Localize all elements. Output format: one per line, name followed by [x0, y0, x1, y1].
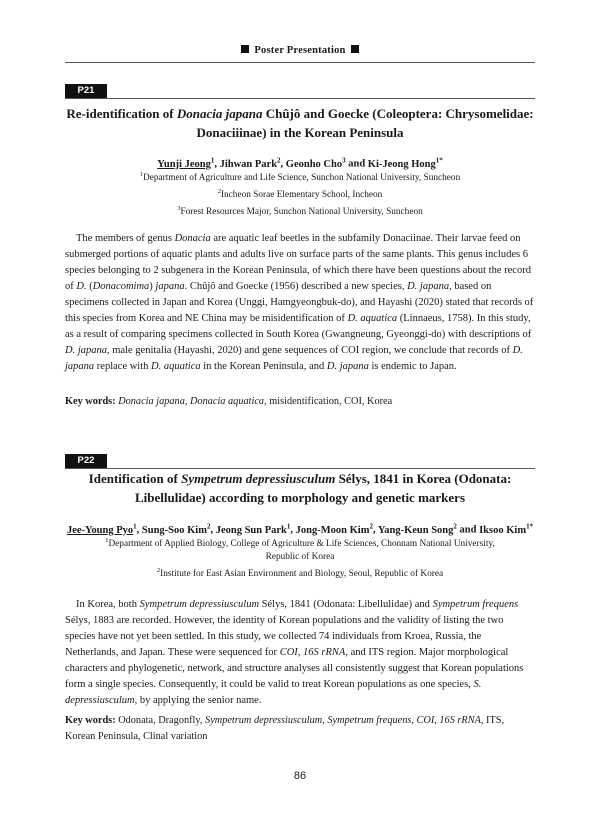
- abstract-text: Sélys, 1883 are recorded. However, the identity of Korean populations and the validity of listing the two species have not yet been settled. In this study, we collected 74 individuals from Kroea, Russia, the Netherlands, and Japan. These were sequenced for: [65, 615, 504, 658]
- abstract-text: Donacia: [174, 233, 211, 244]
- author-separator: ,: [372, 524, 378, 536]
- abstract-text: D. aquatica: [151, 361, 201, 372]
- author-separator: ,: [136, 524, 142, 536]
- abstract-text: , male genitalia (Hayashi, 2020) and gene sequences of COI region, we conclude that records of: [107, 345, 513, 356]
- title-text: Libellulidae) according to morphology and genetic markers: [134, 490, 466, 505]
- author-name: Geonho Cho$^3$: [285, 156, 346, 170]
- author-separator: ,: [210, 524, 216, 536]
- poster-title: [65, 104, 535, 142]
- author-name: Yang-Keun Song$^2$: [377, 522, 457, 536]
- poster-id-badge: P22: [65, 454, 107, 468]
- keyword-text: Odonata, Dragonfly,: [118, 715, 206, 726]
- author-separator: ,: [280, 158, 286, 170]
- title-text: Sélys, 1841 in Korea (Odonata:: [335, 471, 512, 486]
- author-name: Jong-Moon Kim$^2$: [295, 522, 373, 536]
- abstract-text: D. aquatica: [347, 313, 398, 324]
- author-name: Sung-Soo Kim$^2$: [141, 522, 211, 536]
- abstract: [65, 231, 535, 375]
- poster-id-badge: P21: [65, 84, 107, 98]
- abstract-text: D. japana: [65, 345, 523, 372]
- keyword-text: Sympetrum depressiusculum: [205, 715, 323, 726]
- square-bullet-icon: [351, 45, 359, 53]
- abstract-text: are aquatic leaf beetles in the subfamily Donaciinae. Their larvae feed on submerged portions of aquatic plants and adults live on surface parts of the same plants. This genus includes 6 species belonging to 2 subgenera in the Korean Peninsula, of which there have been questions about the record of: [65, 233, 531, 292]
- abstract-text: , by applying the senior name.: [134, 695, 262, 706]
- abstract-text: D. japana: [65, 345, 107, 356]
- abstract-text: , and ITS region. Major morphological characters and phylogenetic, network, and structure analyses all consistently suggest that Korean populations form a single species. Consequently, it could be valid to treat Korean populations as one species,: [65, 647, 524, 690]
- affiliation: $^1$Department of Applied Biology, College of Agriculture & Life Sciences, Chonnam National University,: [105, 537, 495, 550]
- keyword-text: , ITS, Korean Peninsula, Clinal variation: [65, 715, 505, 742]
- title-text: Identification of: [88, 471, 182, 486]
- keywords-label: Key words:: [65, 396, 119, 407]
- author-name: Iksoo Kim$^{1*}$: [479, 522, 534, 536]
- title-text: Donaciiinae) in the Korean Peninsula: [196, 125, 404, 140]
- affiliation-list: [65, 168, 535, 219]
- poster-divider: [65, 98, 535, 99]
- keyword-text: 16S rRNA: [439, 715, 481, 726]
- author-separator: and: [456, 524, 480, 536]
- abstract-text: 16S rRNA: [303, 647, 346, 658]
- abstract-text: ,: [297, 647, 304, 658]
- keywords: [65, 713, 535, 745]
- author-name: Ki-Jeong Hong$^{1*}$: [367, 156, 443, 170]
- abstract-text: Sympetrum frequens: [432, 599, 519, 610]
- title-text: Donacia japana: [176, 106, 263, 121]
- page-number: 86: [293, 770, 307, 782]
- abstract-text: D. japana: [407, 281, 450, 292]
- abstract-text: Sympetrum depressiusculum: [139, 599, 260, 610]
- abstract-text: ): [149, 281, 156, 292]
- author-name: Jihwan Park$^2$: [219, 156, 281, 170]
- abstract-text: S. depressiusculum: [65, 679, 482, 706]
- square-bullet-icon: [241, 45, 249, 53]
- abstract-text: D.: [76, 281, 87, 292]
- abstract-text: (: [86, 281, 93, 292]
- abstract-text: Donacomima: [92, 281, 150, 292]
- keyword-text: ,: [322, 715, 328, 726]
- keyword-text: ,: [411, 715, 417, 726]
- keyword-text: COI: [416, 715, 435, 726]
- abstract: [65, 597, 535, 709]
- header-label: Poster Presentation: [254, 45, 346, 56]
- abstract-text: COI: [279, 647, 298, 658]
- keyword-text: ,: [434, 715, 440, 726]
- abstract-text: is endemic to Japan.: [368, 361, 457, 372]
- affiliation: $^1$Department of Agriculture and Life Science, Sunchon National University, Suncheon: [139, 171, 461, 184]
- keywords: [65, 394, 535, 410]
- keywords-label: Key words:: [65, 715, 119, 726]
- author-separator: ,: [290, 524, 296, 536]
- abstract-text: (Linnaeus, 1758). In this study, as a result of comparing specimens collected in South Korea (Gwangneung, Gyeonggi-do) with descriptions of: [65, 313, 532, 340]
- affiliation: $^3$Forest Resources Major, Sunchon National University, Suncheon: [177, 205, 423, 218]
- title-text: Chûjô and Goecke (Coleoptera: Chrysomelidae:: [262, 106, 534, 121]
- abstract-text: , based on specimens collected in Japan and Korea (Unggi, Hamgyeongbuk-do), and Hayashi (2020) stated that records of this species from Korea and NE China may be misidentification of: [65, 281, 534, 324]
- title-text: Re-identification of: [66, 106, 177, 121]
- author-name: Yunji Jeong$^1$: [157, 156, 215, 170]
- affiliation: $^2$Institute for East Asian Environment and Biology, Seoul, Republic of Korea: [156, 567, 444, 580]
- keyword-text: misidentification, COI, Korea: [266, 396, 393, 407]
- abstract-text: replace with: [94, 361, 152, 372]
- keyword-text: Sympetrum frequens: [327, 715, 412, 726]
- keyword-text: Donacia japana, Donacia aquatica,: [118, 396, 267, 407]
- abstract-text: The members of genus: [76, 233, 175, 244]
- affiliation: $^2$Incheon Sorae Elementary School, Incheon: [217, 188, 383, 201]
- abstract-text: japana: [155, 281, 185, 292]
- abstract-text: . Chûjô and Goecke (1956) described a new species,: [184, 281, 408, 292]
- author-name: Jeong Sun Park$^1$: [215, 522, 291, 536]
- author-separator: and: [345, 158, 368, 170]
- header-divider: [65, 62, 535, 63]
- title-text: Sympetrum depressiusculum: [181, 471, 336, 486]
- section-header: [0, 45, 600, 56]
- abstract-text: Sélys, 1841 (Odonata: Libellulidae) and: [259, 599, 433, 610]
- affiliation-list: [65, 534, 535, 581]
- abstract-text: D. japana: [326, 361, 369, 372]
- abstract-text: In Korea, both: [76, 599, 140, 610]
- affiliation-continued: Republic of Korea: [265, 552, 335, 563]
- author-name: Jee-Young Pyo$^1$: [66, 522, 137, 536]
- author-separator: ,: [214, 158, 220, 170]
- abstract-text: in the Korean Peninsula, and: [200, 361, 327, 372]
- poster-title: [65, 469, 535, 507]
